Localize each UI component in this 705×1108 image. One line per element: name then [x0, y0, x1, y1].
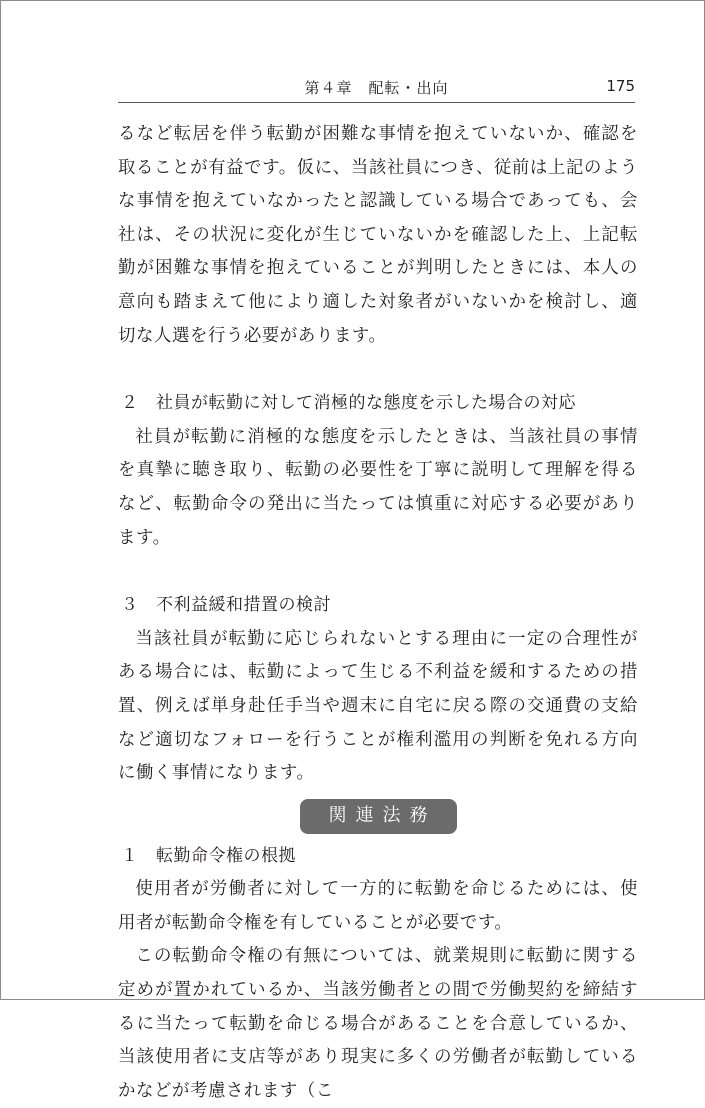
related-section-1-number: １ [121, 845, 139, 866]
related-section-1-title: 転勤命令権の根拠 [156, 845, 296, 866]
related-law-badge: 関連法務 [300, 799, 457, 834]
running-header [118, 76, 635, 103]
intro-paragraph: るなど転居を伴う転勤が困難な事情を抱えていないか、確認を取ることが有益です。仮に、当該社員につき、従前は上記のような事情を抱えていなかったと認識している場合であっても、会社は、その状況に変化が生じていないかを確認した上、上記転勤が困難な事情を抱えていることが判明したときには、本人の意向も踏まえて他により適した対象者がいないかを検討し、適切な人選を行う必要があります。 [118, 124, 638, 346]
chapter-title: 第４章 配転・出向 [304, 79, 449, 97]
section-3-heading [118, 589, 638, 623]
related-law-badge-wrap [118, 799, 638, 834]
page-body [118, 118, 638, 1108]
section-2-number: ２ [121, 393, 139, 414]
page-number: 175 [606, 77, 635, 95]
related-section-1-heading [118, 840, 638, 874]
related-section-1-paragraph-1: 使用者が労働者に対して一方的に転勤を命じるためには、使用者が転勤命令権を有していることが必要です。 [118, 879, 638, 933]
section-3-number: ３ [121, 595, 139, 616]
section-2-title: 社員が転勤に対して消極的な態度を示した場合の対応 [156, 393, 576, 414]
section-3-paragraph: 当該社員が転勤に応じられないとする理由に一定の合理性がある場合には、転勤によって生じる不利益を緩和するための措置、例えば単身赴任手当や週末に自宅に戻る際の交通費の支給など適切なフォローを行うことが権利濫用の判断を免れる方向に働く事情になります。 [118, 628, 638, 784]
related-section-1-paragraph-2: この転勤命令権の有無については、就業規則に転勤に関する定めが置かれているか、当該労働者との間で労働契約を締結するに当たって転勤を命じる場合があることを合意しているか、当該使用者に支店等があり現実に多くの労働者が転勤しているかなどが考慮されます（こ [118, 946, 638, 1101]
section-2-heading [118, 387, 638, 421]
section-2-paragraph: 社員が転勤に消極的な態度を示したときは、当該社員の事情を真摯に聴き取り、転勤の必要性を丁寧に説明して理解を得るなど、転勤命令の発出に当たっては慎重に対応する必要があります。 [118, 426, 638, 548]
section-3-title: 不利益緩和措置の検討 [156, 595, 331, 616]
